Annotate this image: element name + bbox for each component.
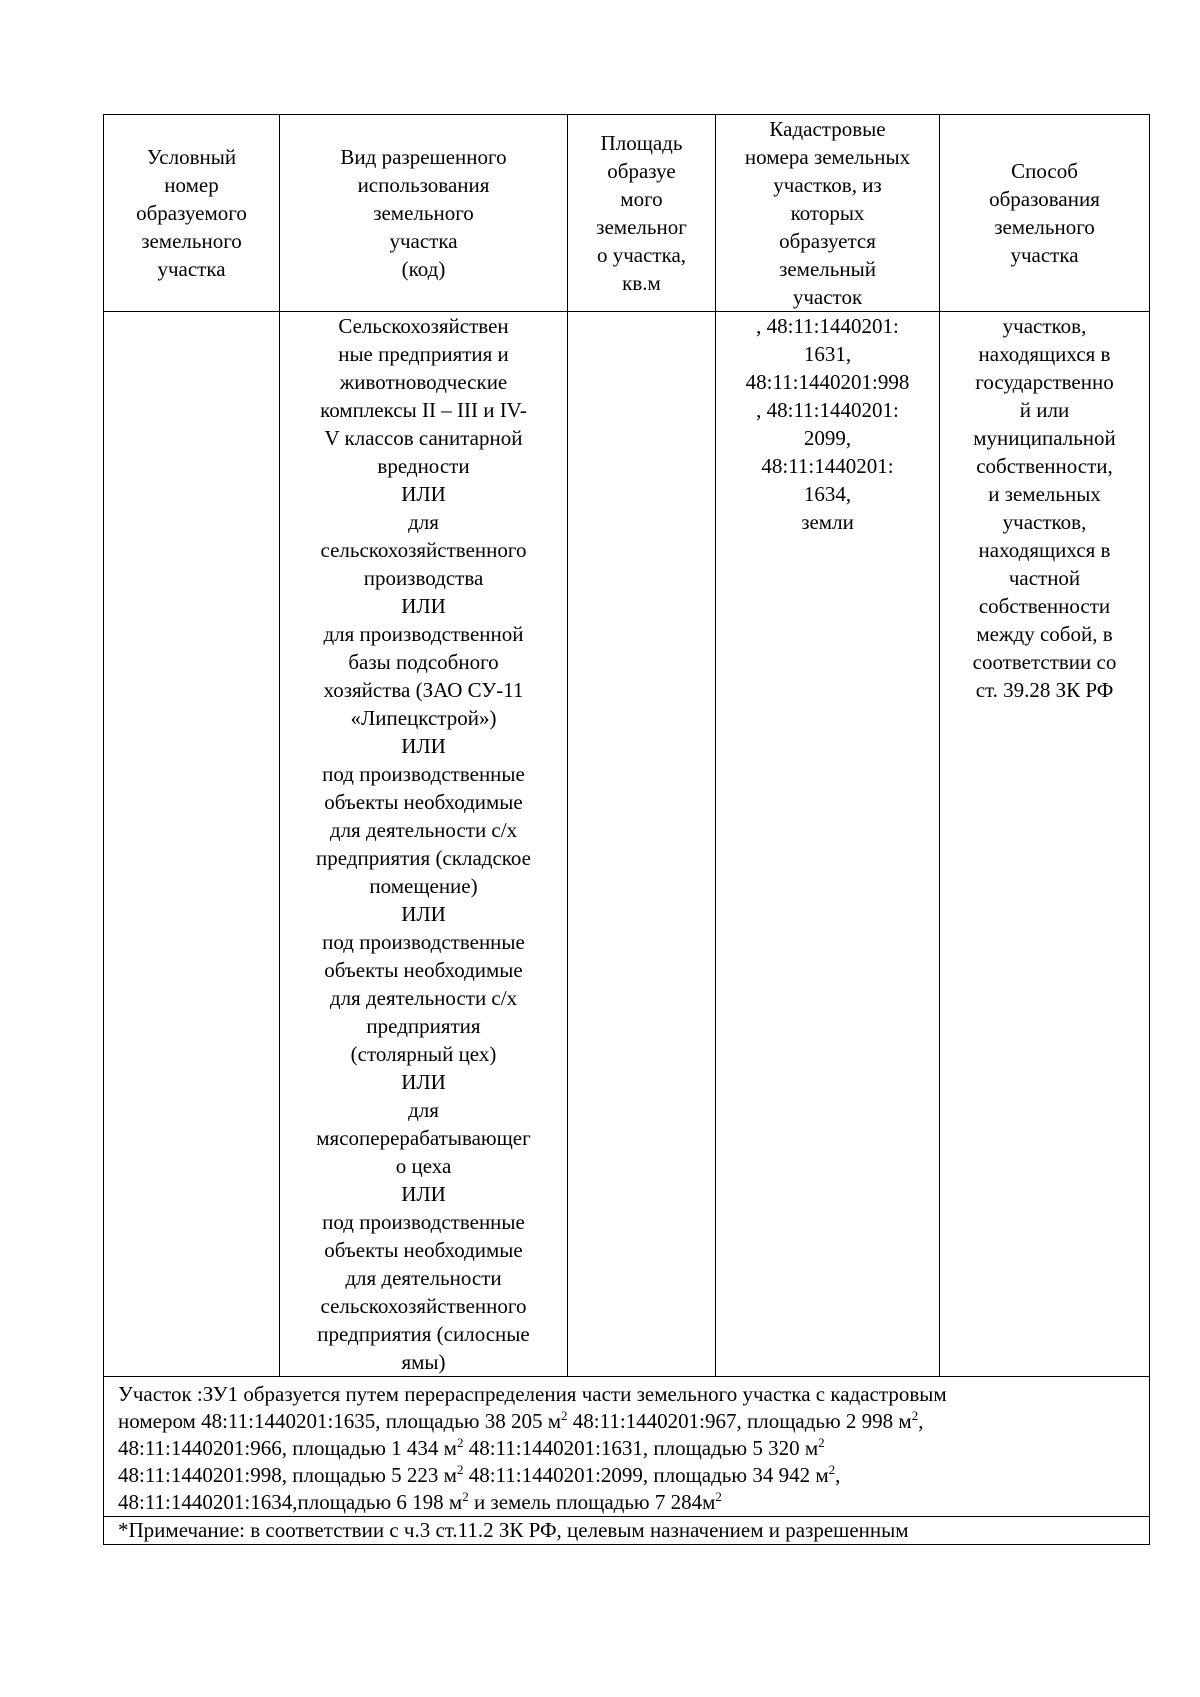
description-line-5: 48:11:1440201:1634,площадью 6 198 $м^2$ и земель площадью 7 $284м^2$ xyxy=(118,1489,722,1514)
cell-plot-number xyxy=(104,312,280,1377)
table-header-row xyxy=(104,115,1150,312)
header-permitted-use: Вид разрешенного использования земельного участка (код) xyxy=(280,115,568,312)
header-cadastral-numbers: Кадастровые номера земельных участков, из которых образуется земельный участок xyxy=(716,115,940,312)
cell-cadastral-numbers: , 48:11:1440201: 1631, 48:11:1440201:998 , 48:11:1440201: 2099, 48:11:1440201: 1634, земли xyxy=(716,312,940,1377)
plot-description xyxy=(104,1377,1150,1517)
description-line-1: Участок :ЗУ1 образуется путем перераспределения части земельного участка с кадастровым xyxy=(118,1382,947,1406)
land-plot-table xyxy=(103,114,1150,1545)
header-area: Площадь образуе мого земельног о участка, кв.м xyxy=(568,115,716,312)
header-plot-number: Условный номер образуемого земельного участка xyxy=(104,115,280,312)
table-row xyxy=(104,312,1150,1377)
cell-area xyxy=(568,312,716,1377)
description-line-2: номером 48:11:1440201:1635, площадью 38 205 $м^2$ 48:11:1440201:967, площадью 2 998 $м^2$, xyxy=(118,1408,924,1433)
plot-description-row xyxy=(104,1377,1150,1517)
header-formation-method: Способ образования земельного участка xyxy=(940,115,1150,312)
cell-permitted-use: Сельскохозяйствен ные предприятия и животноводческие комплексы II – III и IV- V классов санитарной вредности ИЛИ для сельскохозяйственного производства ИЛИ для производственной базы подсобного хозяйства (ЗАО СУ-11 «Липецкстрой») ИЛИ под производственные объекты необходимые для деятельности с/х предприятия (складское помещение) ИЛИ под производственные объекты необходимые для деятельности с/х предприятия (столярный цех) ИЛИ для мясоперерабатывающег о цеха ИЛИ под производственные объекты необходимые для деятельности сельскохозяйственного предприятия (силосные ямы) xyxy=(280,312,568,1377)
cell-formation-method: участков, находящихся в государственно й или муниципальной собственности, и земельных участков, находящихся в частной собственности между собой, в соответствии со ст. 39.28 ЗК РФ xyxy=(940,312,1150,1377)
footnote-row xyxy=(104,1517,1150,1545)
footnote: *Примечание: в соответствии с ч.3 ст.11.2 ЗК РФ, целевым назначением и разрешенным xyxy=(104,1517,1150,1545)
description-line-4: 48:11:1440201:998, площадью 5 223 $м^2$ 48:11:1440201:2099, площадью 34 942 $м^2$, xyxy=(118,1462,841,1487)
description-line-3: 48:11:1440201:966, площадью 1 434 $м^2$ 48:11:1440201:1631, площадью 5 320 $м^2$ xyxy=(118,1435,825,1460)
